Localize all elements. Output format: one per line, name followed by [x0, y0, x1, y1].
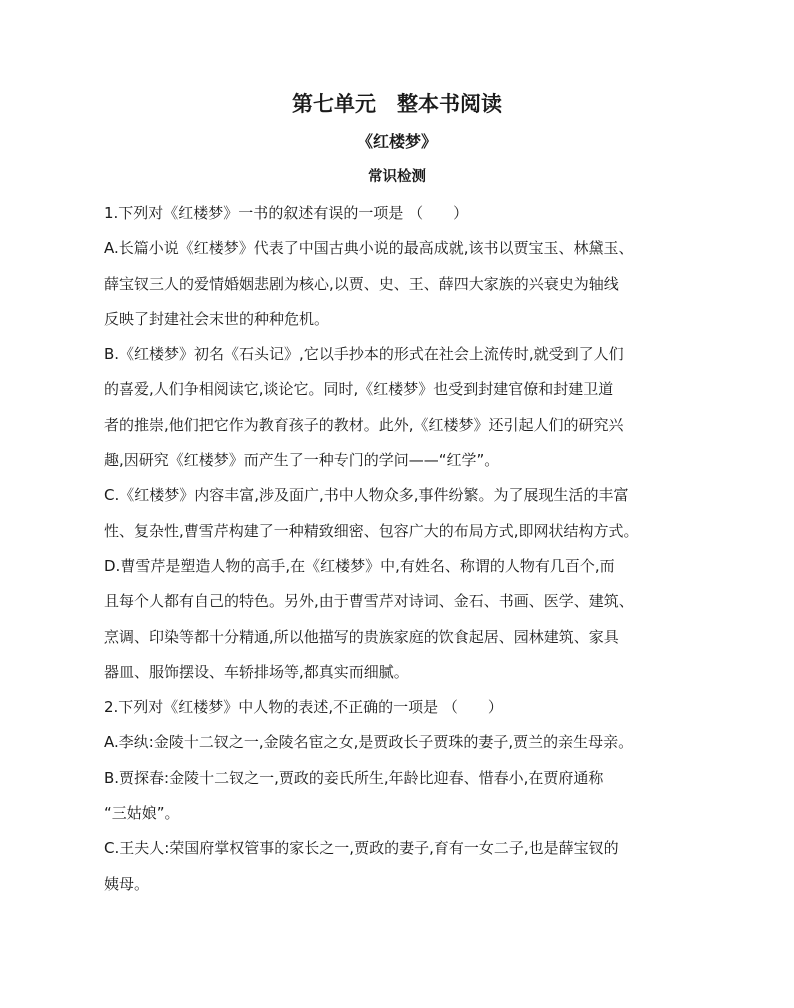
option-d-line: D.曹雪芹是塑造人物的高手,在《红楼梦》中,有姓名、称谓的人物有几百个,而 [104, 556, 615, 575]
option-c-line: C.王夫人:荣国府掌权管事的家长之一,贾政的妻子,育有一女二子,也是薛宝钗的 [104, 839, 619, 858]
option-c-line: 性、复杂性,曹雪芹构建了一种精致细密、包容广大的布局方式,即网状结构方式。 [104, 521, 639, 540]
option-d-line: 烹调、印染等都十分精通,所以他描写的贵族家庭的饮食起居、园林建筑、家具 [104, 627, 619, 646]
option-d-line: 且每个人都有自己的特色。另外,由于曹雪芹对诗词、金石、书画、医学、建筑、 [104, 592, 634, 611]
option-b-line: 者的推崇,他们把它作为教育孩子的教材。此外,《红楼梦》还引起人们的研究兴 [104, 415, 624, 434]
option-a-line: 薛宝钗三人的爱情婚姻悲剧为核心,以贾、史、王、薛四大家族的兴衰史为轴线 [104, 274, 619, 293]
option-a-line: A.李纨:金陵十二钗之一,金陵名宦之女,是贾政长子贾珠的妻子,贾兰的亲生母亲。 [104, 733, 634, 752]
page-title: 第七单元 整本书阅读 [292, 91, 502, 116]
option-c-line: C.《红楼梦》内容丰富,涉及面广,书中人物众多,事件纷繁。为了展现生活的丰富 [104, 486, 629, 505]
option-b-line: 趣,因研究《红楼梦》而产生了一种专门的学问——“红学”。 [104, 451, 500, 470]
question-1-stem: 1.下列对《红楼梦》一书的叙述有误的一项是 （ ） [104, 204, 469, 222]
option-b-line: B.贾探春:金陵十二钗之一,贾政的妾氏所生,年龄比迎春、惜春小,在贾府通称 [104, 768, 604, 787]
book-title: 《红楼梦》 [356, 132, 437, 151]
option-a-line: 反映了封建社会末世的种种危机。 [104, 309, 330, 328]
option-c-line: 姨母。 [104, 874, 150, 893]
section-heading: 常识检测 [368, 168, 426, 185]
question-2-stem: 2.下列对《红楼梦》中人物的表述,不正确的一项是 （ ） [104, 698, 503, 717]
option-b-line: “三姑娘”。 [104, 804, 180, 823]
question-content [104, 196, 704, 902]
option-b-line: 的喜爱,人们争相阅读它,谈论它。同时,《红楼梦》也受到封建官僚和封建卫道 [104, 380, 614, 399]
option-d-line: 器皿、服饰摆设、车轿排场等,都真实而细腻。 [104, 662, 409, 681]
option-b-line: B.《红楼梦》初名《石头记》,它以手抄本的形式在社会上流传时,就受到了人们 [104, 345, 624, 364]
option-a-line: A.长篇小说《红楼梦》代表了中国古典小说的最高成就,该书以贾宝玉、林黛玉、 [104, 239, 634, 258]
